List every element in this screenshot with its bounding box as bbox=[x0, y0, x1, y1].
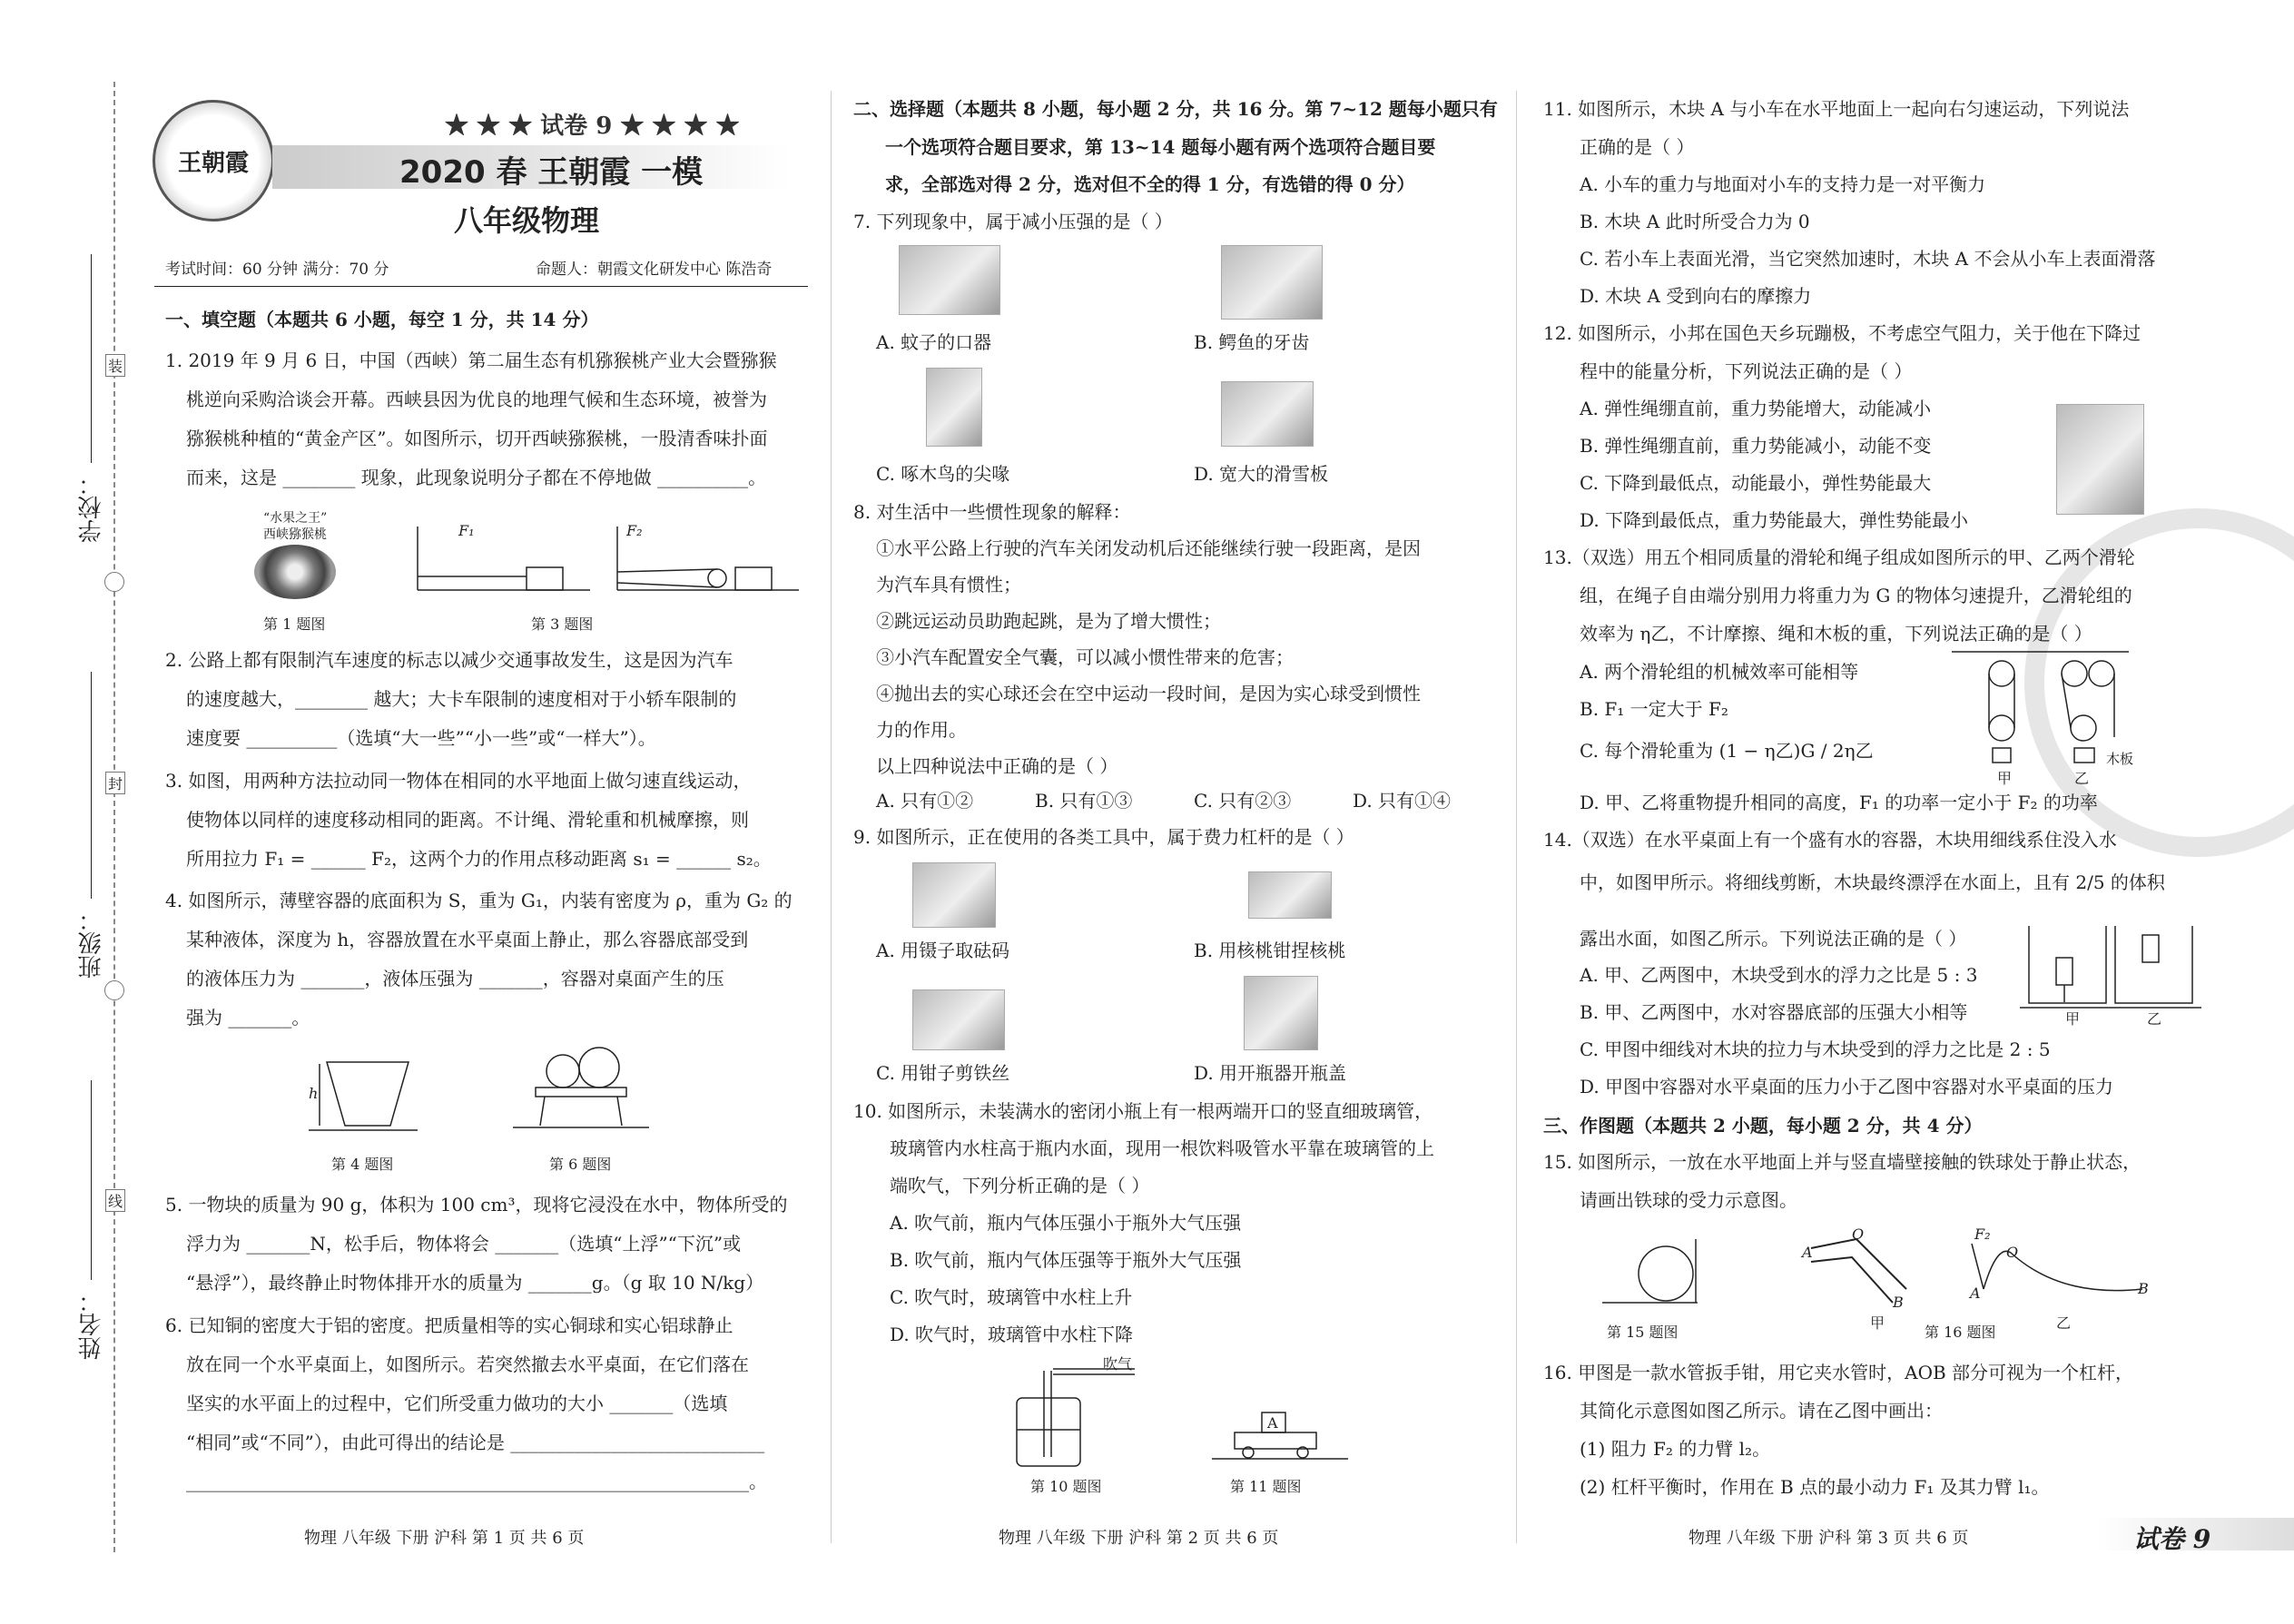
question-text: 5. 一物块的质量为 90 g，体积为 100 cm³，现将它浸没在水中，物体所受的 bbox=[165, 1194, 788, 1216]
fig11-caption: 第 11 题图 bbox=[1230, 1478, 1302, 1495]
fig1-label: 西峡猕猴桃 bbox=[263, 527, 327, 542]
question-text: 浮力为 _______N，松手后，物体将会 _______（选填“上浮”“下沉”或 bbox=[186, 1233, 742, 1255]
fig10-caption: 第 10 题图 bbox=[1030, 1478, 1102, 1495]
question-text: 1. 2019 年 9 月 6 日，中国（西峡）第二届生态有机猕猴桃产业大会暨猕猴 bbox=[165, 349, 777, 371]
question-text: 某种液体，深度为 h，容器放置在水平桌面上静止，那么容器底部受到 bbox=[186, 929, 749, 950]
fig16-label: A bbox=[1802, 1244, 1813, 1261]
question-text: ①水平公路上行驶的汽车关闭发动机后还能继续行驶一段距离，是因 bbox=[876, 537, 1421, 559]
fig16-label: 甲 bbox=[1870, 1314, 1885, 1332]
question-text: 的速度越大，________ 越大；大卡车限制的速度相对于小轿车限制的 bbox=[186, 688, 737, 710]
question-text: 速度要 __________（选填“大一些”“小一些”或“一样大”）。 bbox=[186, 727, 656, 749]
block-label: A bbox=[1267, 1414, 1278, 1432]
option[interactable]: D. 木块 A 受到向右的摩擦力 bbox=[1580, 285, 1812, 307]
woodpecker-image bbox=[926, 368, 982, 447]
page-footer: 物理 八年级 下册 沪科 第 2 页 共 6 页 bbox=[999, 1529, 1279, 1548]
school-label: 学校： bbox=[78, 472, 105, 543]
question-text: 强为 _______。 bbox=[186, 1007, 310, 1029]
exam-subtitle: 八年级物理 bbox=[454, 203, 600, 238]
question-text: ______________________________________________________________。 bbox=[186, 1471, 767, 1492]
exam-info: 考试时间：60 分钟 满分：70 分 bbox=[165, 261, 389, 279]
option[interactable]: A. 吹气前，瓶内气体压强小于瓶外大气压强 bbox=[890, 1212, 1242, 1234]
question-text: (2) 杠杆平衡时，作用在 B 点的最小动力 F₁ 及其力臂 l₁。 bbox=[1580, 1476, 2050, 1498]
mosquito-image bbox=[899, 245, 1000, 315]
fig4-caption: 第 4 题图 bbox=[331, 1156, 394, 1173]
option[interactable]: B. F₁ 一定大于 F₂ bbox=[1580, 698, 1728, 720]
question-text: 11. 如图所示，木块 A 与小车在水平地面上一起向右匀速运动，下列说法 bbox=[1543, 98, 2130, 120]
option[interactable]: B. 木块 A 此时所受合力为 0 bbox=[1580, 211, 1810, 232]
question-7: 7. 下列现象中，属于减小压强的是（ ） bbox=[853, 211, 1173, 232]
column-divider bbox=[1516, 91, 1517, 1543]
bungee-image bbox=[2056, 404, 2144, 515]
ski-image bbox=[1221, 381, 1314, 447]
option[interactable]: B. 甲、乙两图中，水对容器底部的压强大小相等 bbox=[1580, 1001, 1968, 1023]
question-text: 的液体压力为 _______，液体压强为 _______，容器对桌面产生的压 bbox=[186, 968, 724, 989]
option[interactable]: D. 甲图中容器对水平桌面的压力小于乙图中容器对水平桌面的压力 bbox=[1580, 1076, 2114, 1097]
option[interactable]: C. 吹气时，玻璃管中水柱上升 bbox=[890, 1286, 1133, 1308]
fig15-caption: 第 15 题图 bbox=[1607, 1324, 1679, 1341]
question-text: 使物体以同样的速度移动相同的距离。不计绳、滑轮重和机械摩擦，则 bbox=[186, 809, 749, 831]
section-1-heading: 一、填空题（本题共 6 小题，每空 1 分，共 14 分） bbox=[165, 309, 599, 330]
question-text: 14.（双选）在水平桌面上有一个盛有水的容器，木块用细线系住没入水 bbox=[1543, 829, 2117, 851]
fig16-label: B bbox=[1893, 1294, 1904, 1311]
fig16-label: A bbox=[1970, 1284, 1981, 1302]
question-text: ③小汽车配置安全气囊，可以减小惯性带来的危害； bbox=[876, 646, 1294, 668]
option[interactable]: C. 啄木鸟的尖喙 bbox=[876, 463, 1010, 485]
fig11-diagram bbox=[1207, 1407, 1353, 1471]
fig14-label: 甲 bbox=[2065, 1010, 2081, 1028]
question-text: 6. 已知铜的密度大于铝的密度。把质量相等的实心铜球和实心铝球静止 bbox=[165, 1314, 733, 1336]
question-text: 程中的能量分析，下列说法正确的是（ ） bbox=[1580, 360, 1913, 382]
page-footer: 物理 八年级 下册 沪科 第 1 页 共 6 页 bbox=[304, 1529, 585, 1548]
option[interactable]: A. 只有①② bbox=[876, 790, 974, 812]
exam-badge: ★ ★ ★ 试卷 9 ★ ★ ★ ★ bbox=[445, 113, 740, 140]
fig13-label: 木板 bbox=[2106, 751, 2134, 767]
question-text: 玻璃管内水柱高于瓶内水面，现用一根饮料吸管水平靠在玻璃管的上 bbox=[890, 1137, 1434, 1159]
question-text: ②跳远运动员助跑起跳，是为了增大惯性； bbox=[876, 610, 1221, 632]
question-text: 为汽车具有惯性； bbox=[876, 574, 1021, 595]
option[interactable]: B. 吹气前，瓶内气体压强等于瓶外大气压强 bbox=[890, 1249, 1242, 1271]
question-text: 而来，这是 ________ 现象，此现象说明分子都在不停地做 __________。 bbox=[186, 467, 767, 488]
kiwi-image bbox=[254, 545, 336, 599]
exam-author: 命题人：朝霞文化研发中心 陈浩奇 bbox=[536, 261, 773, 279]
option[interactable]: C. 甲图中细线对木块的拉力与木块受到的浮力之比是 2 : 5 bbox=[1580, 1038, 2051, 1060]
option[interactable]: D. 吹气时，玻璃管中水柱下降 bbox=[890, 1324, 1134, 1345]
question-text: 桃逆向采购洽谈会开幕。西峡县因为优良的地理气候和生态环境，被誉为 bbox=[186, 389, 767, 410]
section-2-heading: 二、选择题（本题共 8 小题，每小题 2 分，共 16 分。第 7~12 题每小题只有 bbox=[853, 98, 1498, 120]
option[interactable]: C. 用钳子剪铁丝 bbox=[876, 1062, 1010, 1084]
logo bbox=[153, 100, 274, 221]
blow-label: 吹气 bbox=[1103, 1355, 1133, 1373]
question-text: 其简化示意图如图乙所示。请在乙图中画出： bbox=[1580, 1400, 1943, 1422]
seal-mark-2: 封 bbox=[105, 772, 125, 794]
question-text: 正确的是（ ） bbox=[1580, 136, 1695, 158]
pliers-image bbox=[912, 989, 1005, 1050]
fig14-diagram bbox=[2020, 917, 2201, 1012]
fig16-label: 乙 bbox=[2056, 1314, 2072, 1332]
question-text: 15. 如图所示，一放在水平地面上并与竖直墙壁接触的铁球处于静止状态， bbox=[1543, 1151, 2141, 1173]
option[interactable]: A. 弹性绳绷直前，重力势能增大，动能减小 bbox=[1580, 398, 1932, 419]
tweezers-image bbox=[912, 862, 996, 928]
class-field[interactable] bbox=[91, 672, 92, 899]
question-text: 坚实的水平面上的过程中，它们所受重力做功的大小 _______（选填 bbox=[186, 1393, 728, 1414]
name-field[interactable] bbox=[91, 1080, 92, 1280]
question-text: 8. 对生活中一些惯性现象的解释： bbox=[853, 501, 1131, 523]
question-text: 组，在绳子自由端分别用力将重力为 G 的物体匀速提升，乙滑轮组的 bbox=[1580, 585, 2132, 606]
option[interactable]: C. 下降到最低点，动能最小，弹性势能最大 bbox=[1580, 472, 1932, 494]
question-text: 13.（双选）用五个相同质量的滑轮和绳子组成如图所示的甲、乙两个滑轮 bbox=[1543, 546, 2135, 568]
question-9: 9. 如图所示，正在使用的各类工具中，属于费力杠杆的是（ ） bbox=[853, 826, 1354, 848]
question-text: 请画出铁球的受力示意图。 bbox=[1580, 1189, 1797, 1211]
option[interactable]: B. 弹性绳绷直前，重力势能减小，动能不变 bbox=[1580, 435, 1932, 457]
fig6-diagram bbox=[508, 1035, 654, 1144]
section-3-heading: 三、作图题（本题共 2 小题，每小题 2 分，共 4 分） bbox=[1543, 1115, 1983, 1137]
question-text: ④抛出去的实心球还会在空中运动一段时间，是因为实心球受到惯性 bbox=[876, 683, 1421, 704]
option[interactable]: A. 用镊子取砝码 bbox=[876, 940, 1010, 961]
class-label: 班级： bbox=[78, 908, 105, 979]
force-label: F₂ bbox=[626, 522, 643, 539]
option[interactable]: A. 蚊子的口器 bbox=[876, 331, 992, 353]
fig16-lever bbox=[1961, 1235, 2151, 1307]
force-label: F₁ bbox=[458, 522, 475, 539]
question-text: 3. 如图，用两种方法拉动同一物体在相同的水平地面上做匀速直线运动， bbox=[165, 770, 752, 792]
option[interactable]: A. 两个滑轮组的机械效率可能相等 bbox=[1580, 661, 1859, 683]
option[interactable]: A. 甲、乙两图中，木块受到水的浮力之比是 5 : 3 bbox=[1580, 964, 1978, 986]
fig16-caption: 第 16 题图 bbox=[1925, 1324, 1996, 1341]
question-text: 放在同一个水平桌面上，如图所示。若突然撤去水平桌面，在它们落在 bbox=[186, 1353, 749, 1375]
fig16-label: O bbox=[2006, 1244, 2019, 1261]
column-divider bbox=[831, 91, 832, 1543]
school-field[interactable] bbox=[91, 254, 92, 463]
option[interactable]: B. 鳄鱼的牙齿 bbox=[1194, 331, 1310, 353]
fig16-label: O bbox=[1852, 1225, 1865, 1243]
fig1-caption: 第 1 题图 bbox=[263, 615, 326, 633]
question-text: 猕猴桃种植的“黄金产区”。如图所示，切开西峡猕猴桃，一股清香味扑面 bbox=[186, 428, 768, 449]
ring-icon bbox=[104, 572, 124, 592]
section-2-heading: 一个选项符合题目要求，第 13~14 题每小题有两个选项符合题目要 bbox=[885, 136, 1436, 158]
question-text: 所用拉力 F₁ = ______ F₂，这两个力的作用点移动距离 s₁ = ______ s₂。 bbox=[186, 848, 772, 870]
page-footer: 物理 八年级 下册 沪科 第 3 页 共 6 页 bbox=[1689, 1529, 1969, 1548]
option[interactable]: D. 甲、乙将重物提升相同的高度，F₁ 的功率一定小于 F₂ 的功率 bbox=[1580, 792, 2098, 813]
option[interactable]: C. 每个滑轮重为 (1 − η乙)G / 2η乙 bbox=[1580, 740, 1874, 762]
binding-line bbox=[113, 82, 115, 1552]
paper-tag: 试卷 9 bbox=[2133, 1524, 2211, 1554]
fig16-label: B bbox=[2138, 1280, 2149, 1297]
option[interactable]: D. 用开瓶器开瓶盖 bbox=[1194, 1062, 1347, 1084]
bottle-opener-image bbox=[1244, 976, 1318, 1050]
question-text: 4. 如图所示，薄壁容器的底面积为 S，重为 G₁，内装有密度为 ρ，重为 G₂ 的 bbox=[165, 890, 793, 911]
seal-mark-1: 装 bbox=[105, 354, 125, 377]
fig13-label: 乙 bbox=[2074, 770, 2090, 787]
question-text: “悬浮”），最终静止时物体排开水的质量为 _______g。（g 取 10 N/kg） bbox=[186, 1272, 764, 1294]
question-text: 端吹气，下列分析正确的是（ ） bbox=[890, 1175, 1150, 1196]
exam-title: 2020 春 王朝霞 一模 bbox=[399, 154, 704, 191]
seal-mark-3: 线 bbox=[105, 1189, 125, 1212]
nutcracker-image bbox=[1248, 871, 1332, 919]
name-label: 姓名： bbox=[78, 1289, 105, 1360]
option[interactable]: C. 只有②③ bbox=[1194, 790, 1292, 812]
header-rule bbox=[154, 286, 808, 287]
question-text: 以上四种说法中正确的是（ ） bbox=[876, 755, 1118, 777]
question-text: 效率为 η乙，不计摩擦、绳和木板的重，下列说法正确的是（ ） bbox=[1580, 623, 2092, 645]
question-text: 中，如图甲所示。将细线剪断，木块最终漂浮在水面上，且有 2/5 的体积 bbox=[1580, 871, 2165, 893]
question-text: (1) 阻力 F₂ 的力臂 l₂。 bbox=[1580, 1438, 1771, 1460]
fig16-label: F₂ bbox=[1974, 1225, 1991, 1243]
question-text: 2. 公路上都有限制汽车速度的标志以减少交通事故发生，这是因为汽车 bbox=[165, 649, 733, 671]
depth-label: h bbox=[309, 1085, 319, 1102]
option[interactable]: D. 宽大的滑雪板 bbox=[1194, 463, 1329, 485]
section-2-heading: 求，全部选对得 2 分，选对但不全的得 1 分，有选错的得 0 分） bbox=[885, 173, 1415, 195]
fig13-label: 甲 bbox=[1997, 770, 2013, 787]
question-text: 12. 如图所示，小邦在国色天乡玩蹦极，不考虑空气阻力，关于他在下降过 bbox=[1543, 322, 2141, 344]
crocodile-image bbox=[1221, 245, 1323, 320]
fig4-diagram bbox=[300, 1053, 427, 1144]
option[interactable]: B. 用核桃钳捏核桃 bbox=[1194, 940, 1346, 961]
question-text: 露出水面，如图乙所示。下列说法正确的是（ ） bbox=[1580, 928, 1967, 950]
question-text: 10. 如图所示，未装满水的密闭小瓶上有一根两端开口的竖直细玻璃管， bbox=[853, 1100, 1433, 1122]
fig14-label: 乙 bbox=[2147, 1010, 2162, 1028]
option[interactable]: B. 只有①③ bbox=[1035, 790, 1133, 812]
option[interactable]: A. 小车的重力与地面对小车的支持力是一对平衡力 bbox=[1580, 173, 1986, 195]
option[interactable]: D. 只有①④ bbox=[1353, 790, 1452, 812]
option[interactable]: D. 下降到最低点，重力势能最大，弹性势能最小 bbox=[1580, 509, 1969, 531]
question-text: 力的作用。 bbox=[876, 719, 967, 741]
fig1-label: “水果之王” bbox=[263, 511, 328, 526]
option[interactable]: C. 若小车上表面光滑，当它突然加速时，木块 A 不会从小车上表面滑落 bbox=[1580, 248, 2156, 270]
question-text: “相同”或“不同”），由此可得出的结论是 ____________________________ bbox=[186, 1432, 765, 1453]
fig6-caption: 第 6 题图 bbox=[549, 1156, 612, 1173]
fig3-caption: 第 3 题图 bbox=[531, 615, 594, 633]
fig15-diagram bbox=[1598, 1239, 1734, 1312]
ring-icon bbox=[104, 980, 124, 1000]
question-text: 16. 甲图是一款水管扳手钳，用它夹水管时，AOB 部分可视为一个杠杆， bbox=[1543, 1362, 2134, 1383]
logo-text: 王朝霞 bbox=[177, 149, 249, 177]
